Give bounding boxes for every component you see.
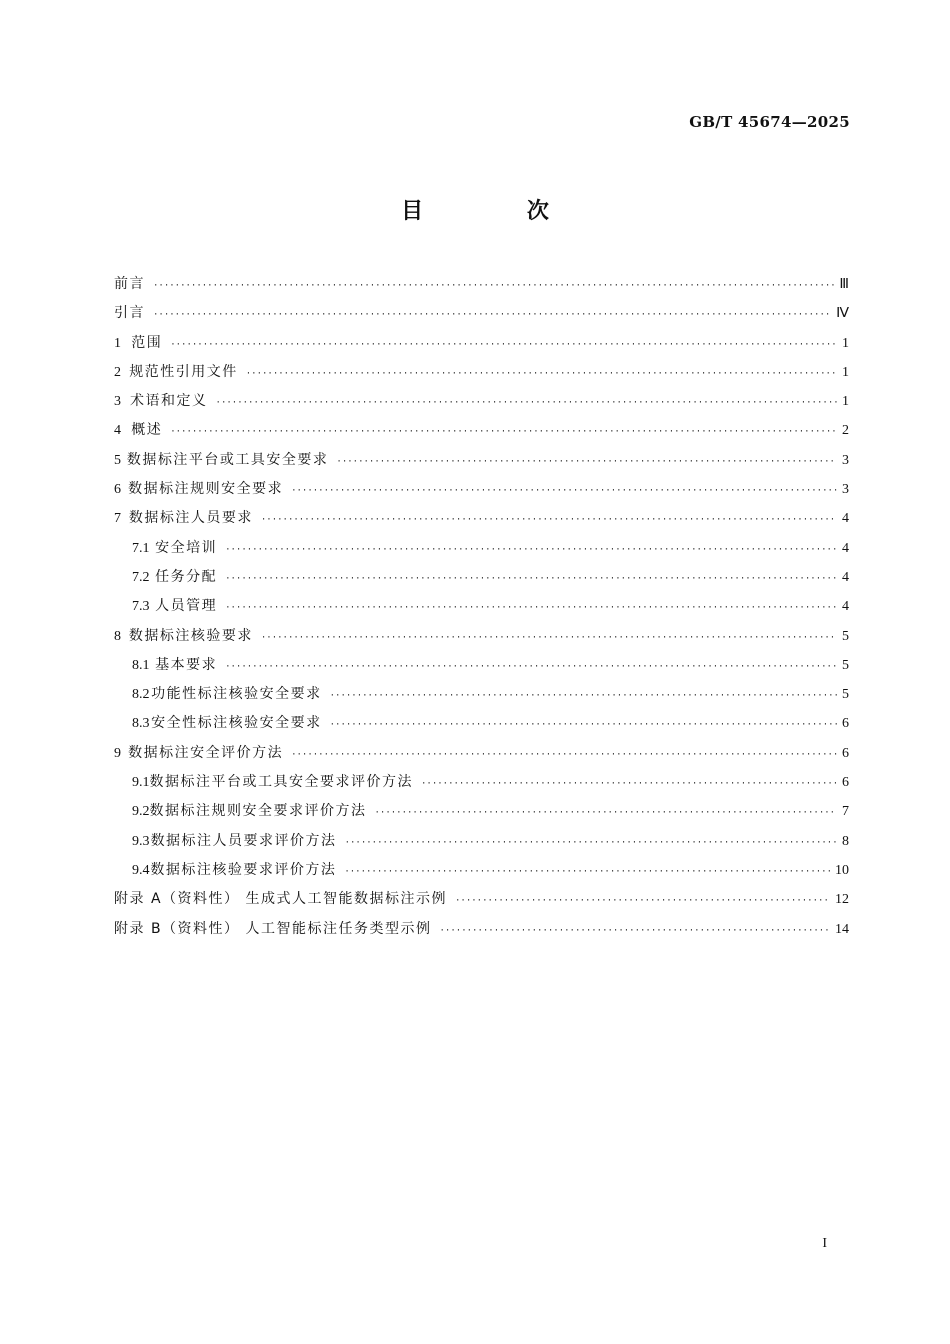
toc-entry-page: 14: [835, 921, 849, 937]
toc-entry-page: 1: [842, 364, 849, 380]
toc-entry-number: 8.2: [132, 687, 150, 703]
dot-leader: [291, 741, 837, 770]
toc-entry[interactable]: [114, 885, 849, 914]
toc-entry[interactable]: [114, 592, 849, 621]
dot-leader: [170, 418, 837, 447]
dot-leader: [291, 477, 837, 506]
toc-entry-page: 6: [842, 775, 849, 791]
toc-entry-label: 人员管理: [155, 598, 218, 615]
toc-entry-page: 4: [842, 511, 849, 527]
toc-entry-label: 附录 B（资料性） 人工智能标注任务类型示例: [114, 920, 432, 937]
toc-entry[interactable]: [114, 475, 849, 504]
table-of-contents: [114, 270, 849, 944]
toc-entry[interactable]: [114, 270, 849, 299]
toc-entry-label: 功能性标注核验安全要求: [151, 686, 322, 703]
toc-entry-page: 1: [842, 335, 849, 351]
toc-entry-page: 5: [842, 628, 849, 644]
page-number: I: [822, 1236, 827, 1251]
toc-entry[interactable]: [114, 534, 849, 563]
dot-leader: [330, 682, 837, 711]
toc-entry-number: 4: [114, 423, 121, 439]
dot-leader: [170, 331, 837, 360]
toc-entry[interactable]: [114, 416, 849, 445]
toc-entry-number: 9.3: [132, 833, 150, 849]
toc-entry[interactable]: [114, 504, 849, 533]
toc-entry-number: 9.4: [132, 862, 150, 878]
toc-entry[interactable]: [114, 622, 849, 651]
toc-entry-number: 7.2: [132, 569, 150, 585]
toc-entry-label: 安全培训: [155, 539, 218, 556]
toc-entry-number: 7.3: [132, 599, 150, 615]
toc-entry[interactable]: [114, 856, 849, 885]
dot-leader: [225, 594, 837, 623]
toc-entry-page: 1: [842, 394, 849, 410]
toc-entry-number: 8: [114, 628, 121, 644]
toc-entry-number: 8.3: [132, 716, 150, 732]
toc-entry[interactable]: [114, 387, 849, 416]
toc-entry[interactable]: [114, 827, 849, 856]
toc-entry-number: 9.1: [132, 775, 150, 791]
toc-entry[interactable]: [114, 739, 849, 768]
dot-leader: [246, 360, 837, 389]
page-title: 目 次: [401, 199, 597, 224]
dot-leader: [153, 272, 835, 301]
toc-entry-label: 安全性标注核验安全要求: [151, 715, 322, 732]
toc-entry-label: 基本要求: [155, 656, 218, 673]
toc-entry-label: 附录 A（资料性） 生成式人工智能数据标注示例: [114, 891, 447, 908]
toc-entry-page: 6: [842, 745, 849, 761]
toc-entry-page: Ⅲ: [839, 277, 849, 292]
dot-leader: [344, 858, 831, 887]
toc-entry-page: 7: [842, 804, 849, 820]
toc-entry-number: 9: [114, 745, 121, 761]
dot-leader: [330, 711, 837, 740]
toc-entry[interactable]: [114, 680, 849, 709]
toc-entry[interactable]: [114, 709, 849, 738]
toc-entry[interactable]: [114, 563, 849, 592]
toc-entry-number: 9.2: [132, 804, 150, 820]
toc-entry-page: 2: [842, 423, 849, 439]
toc-entry[interactable]: [114, 768, 849, 797]
toc-entry-page: 5: [842, 657, 849, 673]
toc-entry[interactable]: [114, 446, 849, 475]
toc-entry-number: 6: [114, 482, 121, 498]
toc-entry-label: 数据标注核验要求: [128, 627, 253, 644]
toc-entry-number: 3: [114, 394, 121, 410]
toc-entry-label: 引言: [114, 305, 145, 322]
toc-entry-label: 数据标注人员要求评价方法: [150, 832, 337, 849]
toc-entry-page: 6: [842, 716, 849, 732]
toc-entry-label: 概述: [131, 422, 163, 439]
toc-entry-label: 数据标注平台或工具安全要求: [126, 451, 329, 468]
toc-entry[interactable]: [114, 329, 849, 358]
toc-entry-label: 数据标注平台或工具安全要求评价方法: [149, 774, 413, 791]
toc-entry[interactable]: [114, 651, 849, 680]
toc-entry-page: Ⅳ: [836, 306, 849, 322]
toc-entry[interactable]: [114, 797, 849, 826]
toc-entry-label: 术语和定义: [130, 393, 208, 410]
dot-leader: [225, 565, 837, 594]
dot-leader: [421, 770, 837, 799]
toc-entry-number: 7: [114, 511, 121, 527]
dot-leader: [455, 887, 831, 916]
toc-entry-page: 8: [842, 833, 849, 849]
toc-entry-label: 数据标注安全评价方法: [128, 744, 284, 761]
dot-leader: [225, 653, 837, 682]
toc-entry-page: 12: [835, 892, 849, 908]
toc-entry-label: 规范性引用文件: [129, 363, 238, 380]
standard-code: GB/T 45674—2025: [689, 113, 850, 131]
dot-leader: [345, 829, 837, 858]
toc-entry-label: 前言: [114, 276, 145, 292]
dot-leader: [153, 301, 832, 330]
dot-leader: [440, 917, 831, 946]
toc-entry-label: 任务分配: [155, 568, 218, 585]
toc-entry-number: 2: [114, 364, 121, 380]
toc-entry-label: 数据标注规则安全要求: [128, 481, 284, 498]
dot-leader: [216, 389, 837, 418]
toc-entry[interactable]: [114, 358, 849, 387]
toc-entry-label: 数据标注人员要求: [128, 510, 253, 527]
toc-entry-page: 4: [842, 569, 849, 585]
dot-leader: [261, 506, 837, 535]
toc-entry-page: 5: [842, 687, 849, 703]
toc-entry-number: 7.1: [132, 540, 150, 556]
toc-entry-label: 数据标注核验要求评价方法: [150, 861, 337, 878]
toc-entry-page: 4: [842, 599, 849, 615]
toc-entry-number: 5: [114, 452, 121, 468]
toc-entry[interactable]: [114, 299, 849, 328]
toc-entry-page: 10: [835, 862, 849, 878]
toc-entry-page: 4: [842, 540, 849, 556]
toc-entry-number: 8.1: [132, 657, 150, 673]
dot-leader: [375, 799, 838, 828]
toc-entry-label: 范围: [131, 334, 163, 351]
dot-leader: [336, 448, 837, 477]
toc-entry-page: 3: [842, 452, 849, 468]
toc-entry-number: 1: [114, 335, 121, 351]
toc-entry-page: 3: [842, 482, 849, 498]
toc-entry[interactable]: [114, 915, 849, 944]
dot-leader: [225, 536, 837, 565]
dot-leader: [261, 624, 837, 653]
toc-entry-label: 数据标注规则安全要求评价方法: [149, 803, 367, 820]
